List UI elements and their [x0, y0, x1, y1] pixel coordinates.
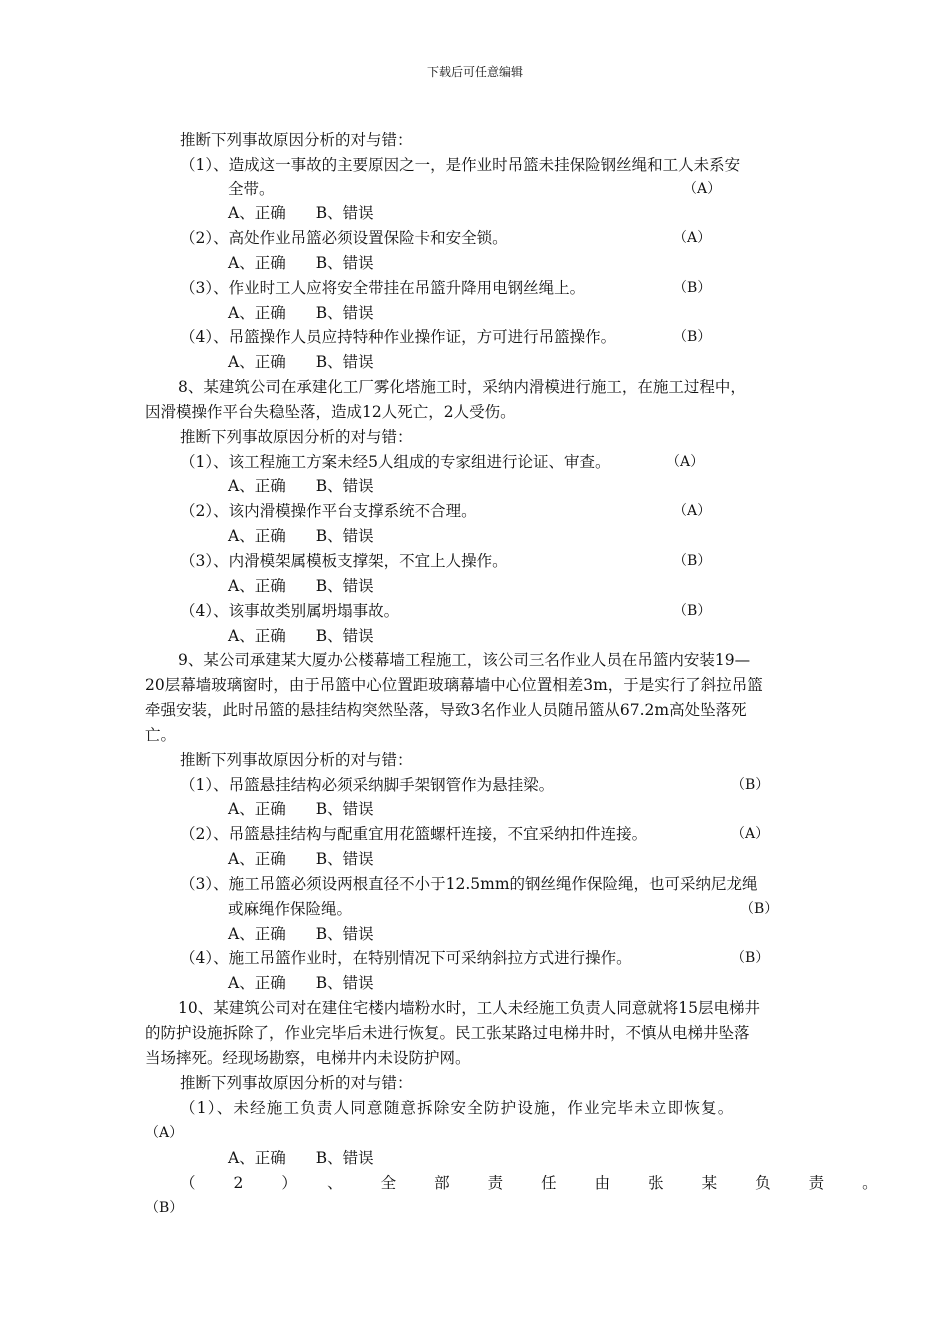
option-a: A、正确 [228, 974, 286, 992]
q10-stem-line2: 的防护设施拆除了，作业完毕后未进行恢复。民工张某路过电梯井时，不慎从电梯井坠落 [145, 1024, 750, 1042]
q9-item2-options [228, 847, 374, 871]
q9-item3-text-cont: 或麻绳作保险绳。 [228, 900, 353, 918]
q9-item4-answer: （B） [731, 950, 770, 966]
q9-item2-text: （2）、吊篮悬挂结构与配重宜用花篮螺杆连接，不宜采纳扣件连接。 [180, 825, 648, 843]
q8-stem-line1: 8、某建筑公司在承建化工厂雾化塔施工时，采纳内滑模进行施工，在施工过程中， [178, 378, 746, 396]
q7-item2-text: （2）、高处作业吊篮必须设置保险卡和安全锁。 [180, 229, 508, 247]
q8-item3-answer: （B） [673, 553, 712, 569]
q9-stem-line1: 9、某公司承建某大厦办公楼幕墙工程施工，该公司三名作业人员在吊篮内安装19— [178, 651, 751, 669]
option-b: B、错误 [315, 477, 374, 495]
judge-prompt: 推断下列事故原因分析的对与错： [180, 1074, 413, 1092]
option-a: A、正确 [228, 527, 286, 545]
option-a: A、正确 [228, 204, 286, 222]
option-b: B、错误 [315, 204, 374, 222]
option-a: A、正确 [228, 1149, 286, 1167]
option-b: B、错误 [315, 304, 374, 322]
q7-item4-answer: （B） [673, 329, 712, 345]
option-a: A、正确 [228, 477, 286, 495]
q9-item1-options [228, 797, 374, 821]
option-a: A、正确 [228, 850, 286, 868]
q10-item2-content: （2）、全部责任由张某负责。 [180, 1174, 916, 1192]
q8-item4-answer: （B） [673, 603, 712, 619]
q9-item3-options [228, 922, 374, 946]
option-b: B、错误 [315, 627, 374, 645]
q9-item4-options [228, 971, 374, 995]
q10-item2-answer: （B） [145, 1200, 184, 1216]
q8-item1-answer: （A） [666, 454, 705, 470]
q9-item2-answer: （A） [731, 826, 770, 842]
q9-item4-text: （4）、施工吊篮作业时，在特别情况下可采纳斜拉方式进行操作。 [180, 949, 632, 967]
q9-item3-answer: （B） [740, 901, 779, 917]
option-b: B、错误 [315, 527, 374, 545]
q9-stem-line4: 亡。 [145, 726, 177, 744]
option-a: A、正确 [228, 254, 286, 272]
option-a: A、正确 [228, 627, 286, 645]
q8-item1-options [228, 474, 374, 498]
q7-item3-text: （3）、作业时工人应将安全带挂在吊篮升降用电钢丝绳上。 [180, 279, 586, 297]
judge-prompt: 推断下列事故原因分析的对与错： [180, 131, 413, 149]
q7-item2-answer: （A） [673, 230, 712, 246]
option-b: B、错误 [315, 800, 374, 818]
q8-item3-text: （3）、内滑模架属模板支撑架，不宜上人操作。 [180, 552, 508, 570]
q7-item1-options [228, 201, 374, 225]
option-b: B、错误 [315, 353, 374, 371]
option-b: B、错误 [315, 850, 374, 868]
q8-item2-text: （2）、该内滑模操作平台支撑系统不合理。 [180, 502, 477, 520]
option-b: B、错误 [315, 577, 374, 595]
q8-item3-options [228, 574, 374, 598]
q9-item1-text: （1）、吊篮悬挂结构必须采纳脚手架钢管作为悬挂梁。 [180, 776, 555, 794]
q7-item4-options [228, 350, 374, 374]
q8-item4-options [228, 624, 374, 648]
q10-stem-line1: 10、某建筑公司对在建住宅楼内墙粉水时，工人未经施工负责人同意就将15层电梯井 [178, 999, 760, 1017]
page-header: 下载后可任意编辑 [426, 65, 523, 79]
q7-item3-options [228, 301, 374, 325]
q8-item1-text: （1）、该工程施工方案未经5人组成的专家组进行论证、审查。 [180, 453, 611, 471]
q7-item1-text-cont: 全带。 [228, 180, 275, 198]
q9-item3-text: （3）、施工吊篮必须设两根直径不小于12.5mm的钢丝绳作保险绳，也可采纳尼龙绳 [180, 875, 758, 893]
option-a: A、正确 [228, 304, 286, 322]
q7-item1-text: （1）、造成这一事故的主要原因之一，是作业时吊篮未挂保险钢丝绳和工人未系安 [180, 156, 741, 174]
q7-item1-answer: （A） [683, 181, 722, 197]
q10-stem-line3: 当场摔死。经现场勘察，电梯井内未设防护网。 [145, 1049, 471, 1067]
option-b: B、错误 [315, 1149, 374, 1167]
option-a: A、正确 [228, 800, 286, 818]
option-a: A、正确 [228, 577, 286, 595]
q10-item1-answer: （A） [145, 1125, 184, 1141]
option-b: B、错误 [315, 254, 374, 272]
q8-stem-line2: 因滑模操作平台失稳坠落，造成12人死亡，2人受伤。 [145, 403, 516, 421]
judge-prompt: 推断下列事故原因分析的对与错： [180, 428, 413, 446]
option-a: A、正确 [228, 925, 286, 943]
option-a: A、正确 [228, 353, 286, 371]
q8-item2-answer: （A） [673, 503, 712, 519]
option-b: B、错误 [315, 974, 374, 992]
q9-stem-line3: 牵强安装，此时吊篮的悬挂结构突然坠落，导致3名作业人员随吊篮从67.2m高处坠落死 [145, 701, 747, 719]
q7-item3-answer: （B） [673, 280, 712, 296]
q10-item1-text: （1）、未经施工负责人同意随意拆除安全防护设施，作业完毕未立即恢复。 [180, 1099, 735, 1117]
q9-stem-line2: 20层幕墙玻璃窗时，由于吊篮中心位置距玻璃幕墙中心位置相差3m，于是实行了斜拉吊篮 [145, 676, 763, 694]
q10-item2-text [180, 1171, 916, 1195]
q7-item4-text: （4）、吊篮操作人员应持特种作业操作证，方可进行吊篮操作。 [180, 328, 617, 346]
q9-item1-answer: （B） [731, 777, 770, 793]
q8-item4-text: （4）、该事故类别属坍塌事故。 [180, 602, 400, 620]
q8-item2-options [228, 524, 374, 548]
q10-item1-options [228, 1146, 374, 1170]
judge-prompt: 推断下列事故原因分析的对与错： [180, 751, 413, 769]
option-b: B、错误 [315, 925, 374, 943]
q7-item2-options [228, 251, 374, 275]
